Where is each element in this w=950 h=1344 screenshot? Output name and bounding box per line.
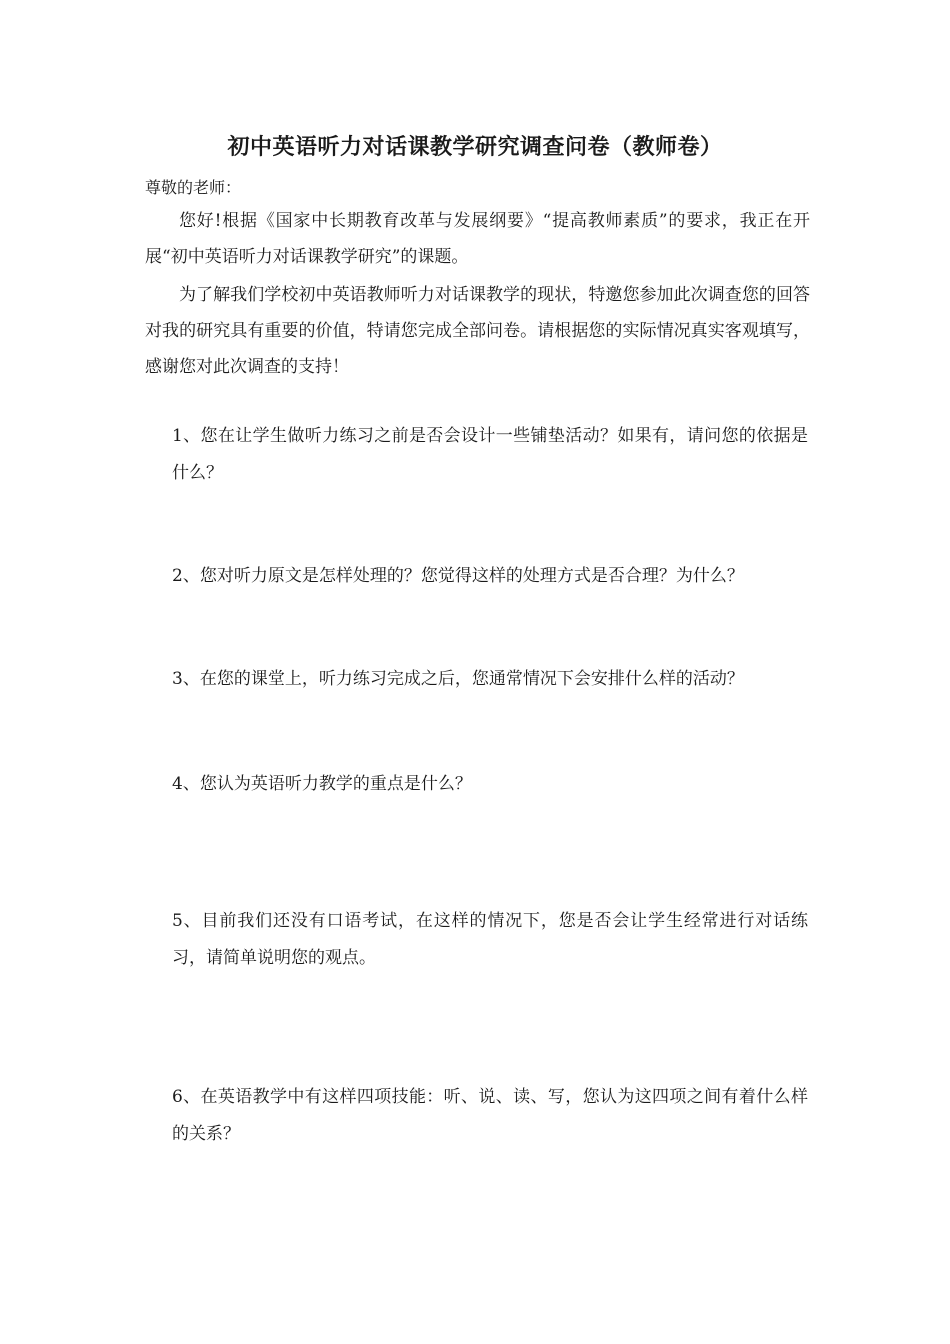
question-5: 5、目前我们还没有口语考试，在这样的情况下，您是否会让学生经常进行对话练习，请简单说明您的观点。 bbox=[172, 911, 808, 968]
intro-paragraph-2: 为了解我们学校初中英语教师听力对话课教学的现状，特邀您参加此次调查您的回答对我的研究具有重要的价值，特请您完成全部问卷。请根据您的实际情况真实客观填写，感谢您对此次调查的支持！ bbox=[145, 285, 810, 377]
intro-paragraph-1: 您好!根据《国家中长期教育改革与发展纲要》“提高教师素质”的要求，我正在开展“初中英语听力对话课教学研究”的课题。 bbox=[145, 211, 810, 267]
question-2: 2、您对听力原文是怎样处理的？您觉得这样的处理方式是否合理？为什么？ bbox=[172, 566, 744, 586]
question-1: 1、您在让学生做听力练习之前是否会设计一些铺垫活动？如果有，请问您的依据是什么？ bbox=[172, 426, 808, 483]
question-6: 6、在英语教学中有这样四项技能：听、说、读、写，您认为这四项之间有着什么样的关系？ bbox=[172, 1087, 808, 1144]
document-title: 初中英语听力对话课教学研究调查问卷（教师卷） bbox=[227, 135, 723, 160]
question-4: 4、您认为英语听力教学的重点是什么？ bbox=[172, 774, 472, 794]
question-3: 3、在您的课堂上，听力练习完成之后，您通常情况下会安排什么样的活动？ bbox=[172, 669, 744, 689]
salutation: 尊敬的老师： bbox=[145, 178, 242, 197]
